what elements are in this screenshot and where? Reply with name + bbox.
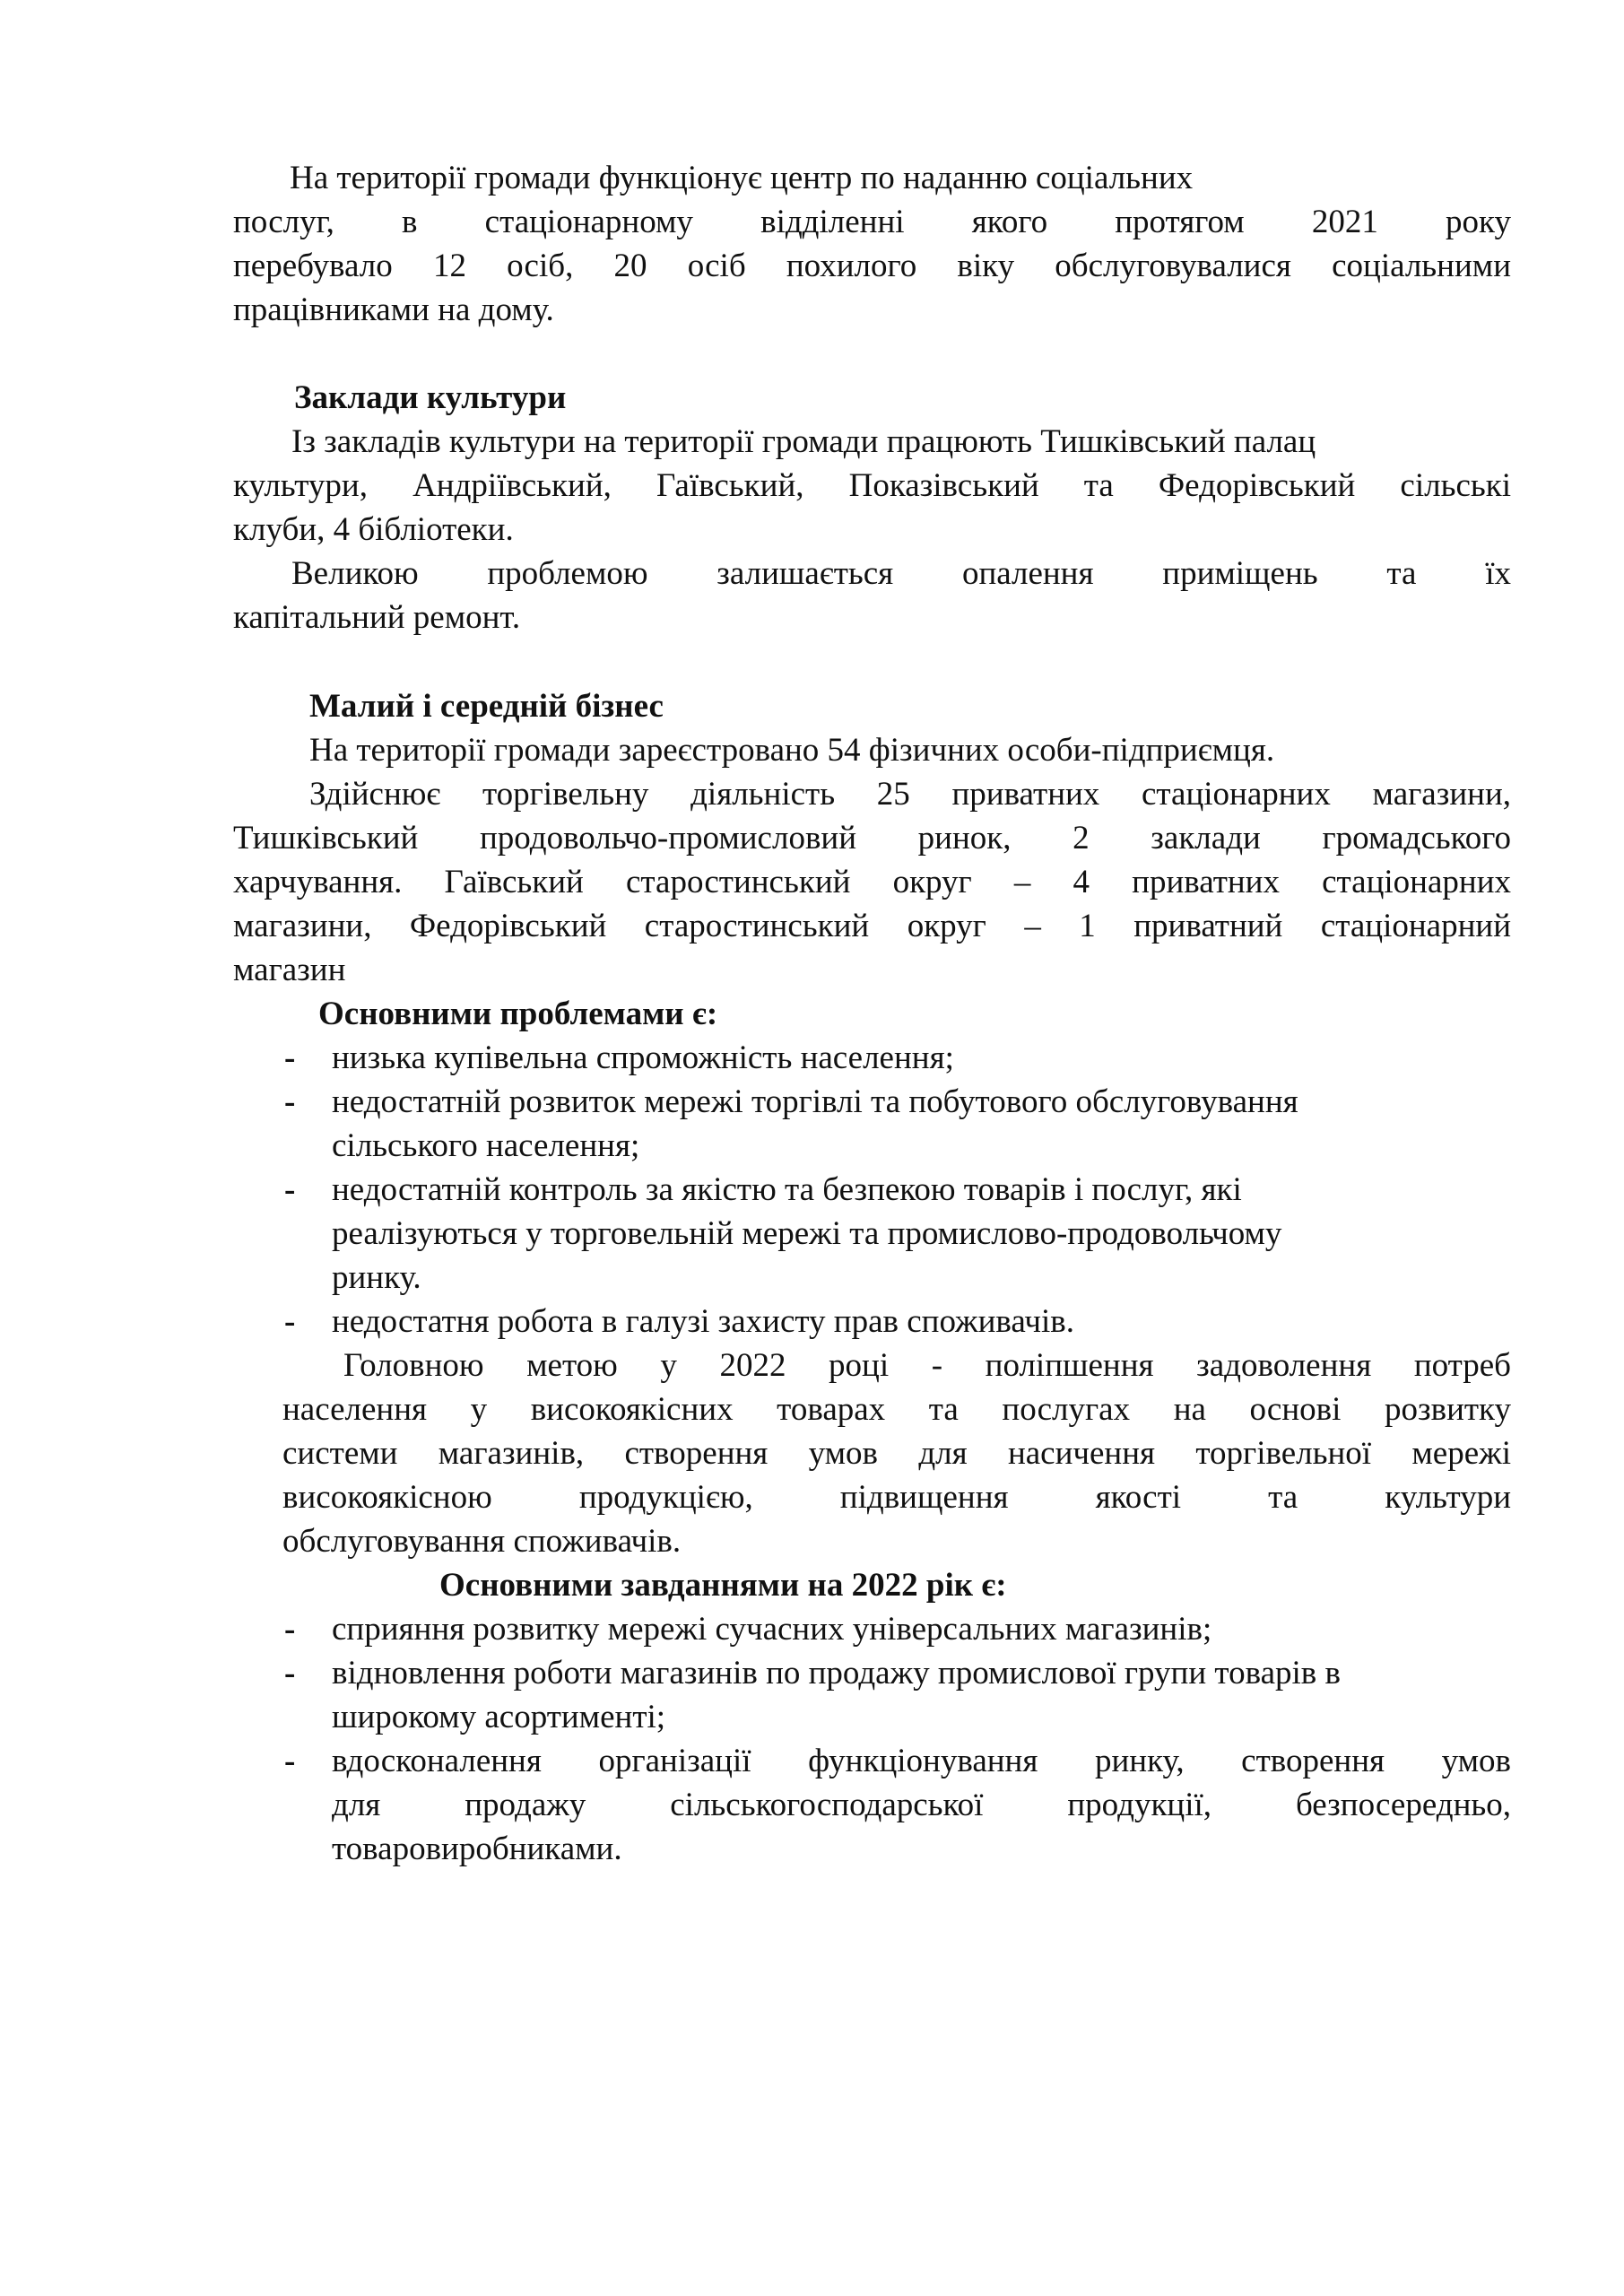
task-2-line-1: відновлення роботи магазинів по продажу промислової групи товарів в [332,1655,1341,1692]
task-1-line-1: сприяння розвитку мережі сучасних універсальних магазинів; [332,1611,1212,1648]
problems-heading: Основними проблемами є: [318,996,718,1032]
problem-2-bullet: - [284,1083,296,1120]
task-2-line-2: широкому асортименті; [332,1699,666,1735]
task-3-line-2: для продажу сільськогосподарської продукції, безпосередньо, [332,1787,1511,1823]
tasks-heading: Основними завданнями на 2022 рік є: [439,1567,1007,1604]
culture-line-1: Із закладів культури на території громади працюють Тишківський палац [291,423,1316,460]
goal-line-2: населення у високоякісних товарах та послугах на основі розвитку [282,1391,1511,1428]
business-heading: Малий і середній бізнес [309,688,664,725]
culture-line-3: клуби, 4 бібліотеки. [233,511,514,548]
problem-4-bullet: - [284,1303,296,1340]
task-3-line-1: вдосконалення організації функціонування ринку, створення умов [332,1743,1511,1779]
culture-line-4: Великою проблемою залишається опалення приміщень та їх [291,555,1511,592]
task-3-line-3: товаровиробниками. [332,1831,622,1867]
culture-line-2: культури, Андріївський, Гаївський, Показівський та Федорівський сільські [233,467,1511,504]
problem-3-bullet: - [284,1171,296,1208]
business-line-3: Тишківський продовольчо-промисловий ринок, 2 заклади громадського [233,820,1511,857]
problem-2-line-1: недостатній розвиток мережі торгівлі та побутового обслуговування [332,1083,1298,1120]
social-line-3: перебувало 12 осіб, 20 осіб похилого віку обслуговувалися соціальними [233,248,1511,284]
task-2-bullet: - [284,1655,296,1692]
business-line-4: харчування. Гаївський старостинський округ – 4 приватних стаціонарних [233,864,1511,900]
social-line-4: працівниками на дому. [233,291,554,328]
culture-line-5: капітальний ремонт. [233,599,521,636]
goal-line-5: обслуговування споживачів. [282,1523,682,1560]
social-line-2: послуг, в стаціонарному відділенні якого протягом 2021 року [233,204,1511,240]
problem-3-line-2: реалізуються у торговельній мережі та промислово-продовольчому [332,1215,1282,1252]
culture-heading: Заклади культури [294,379,567,416]
task-1-bullet: - [284,1611,296,1648]
business-line-6: магазин [233,952,346,988]
business-line-1: На території громади зареєстровано 54 фізичних особи-підприємця. [309,732,1275,769]
social-line-1: На території громади функціонує центр по наданню соціальних [290,160,1194,196]
business-line-2: Здійснює торгівельну діяльність 25 приватних стаціонарних магазини, [309,776,1511,813]
problem-4-line-1: недостатня робота в галузі захисту прав споживачів. [332,1303,1074,1340]
goal-line-3: системи магазинів, створення умов для насичення торгівельної мережі [282,1435,1511,1472]
task-3-bullet: - [284,1743,296,1779]
problem-1-line-1: низька купівельна спроможність населення; [332,1039,954,1076]
problem-2-line-2: сільського населення; [332,1127,640,1164]
problem-1-bullet: - [284,1039,296,1076]
goal-line-4: високоякісною продукцією, підвищення якості та культури [282,1479,1511,1516]
business-line-5: магазини, Федорівський старостинський округ – 1 приватний стаціонарний [233,908,1511,944]
goal-line-1: Головною метою у 2022 році - поліпшення задоволення потреб [343,1347,1511,1384]
problem-3-line-1: недостатній контроль за якістю та безпекою товарів і послуг, які [332,1171,1242,1208]
problem-3-line-3: ринку. [332,1259,421,1296]
